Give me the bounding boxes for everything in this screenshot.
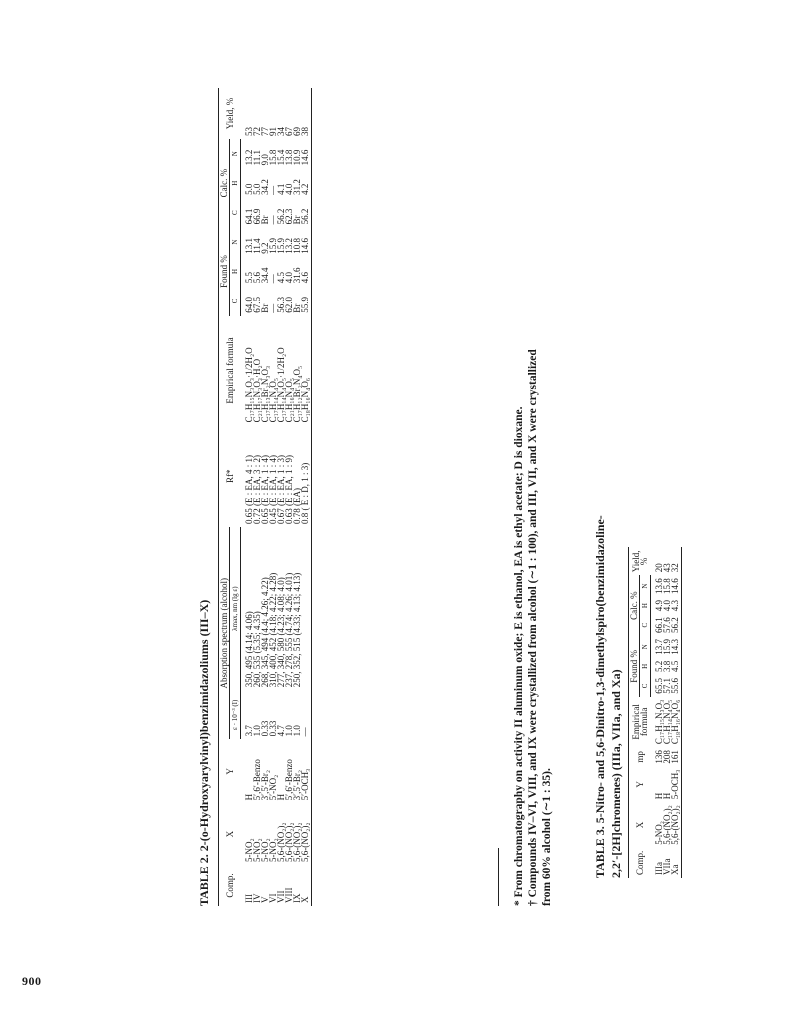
t2-cell-found-c: 55.9 [301, 286, 312, 315]
t2-cell-formula: C₁₇H₁₅N₃O₃·1/2H₂O [243, 347, 254, 423]
t2-cell-found-c: 56.3 [276, 296, 286, 313]
t2-cell-eps: 0.33 [260, 720, 270, 737]
t2-cell-rf: 0.67 (E : EA, 1 : 3) [276, 454, 286, 524]
t2-header-calc: Calc. % [219, 139, 230, 227]
t2-cell-found-c: 62.0 [284, 296, 294, 313]
t2-cell-found-c: Br [292, 303, 302, 313]
t2-cell-formula: C₁₇H₁₂Br₂N₄O₅ [292, 365, 302, 423]
t2-cell-calc-c: 56.2 [301, 198, 312, 227]
t2-cell-comp: VI [268, 893, 278, 903]
t3-header-x: X [629, 802, 651, 848]
t2-cell-calc-c: 56.2 [276, 208, 286, 225]
t2-cell-x: 5-NO₂ [243, 838, 254, 862]
t2-cell-rf: 0.8 ( E : D, 1 : 3) [301, 425, 312, 527]
t3-cell-mp: 161 [671, 747, 682, 767]
t2-header-y: Y [219, 739, 241, 803]
t3-cell-yield: 43 [662, 563, 672, 573]
t2-cell-calc-h: 4.1 [276, 183, 286, 195]
t2-cell-formula: C₁₈H₁₆N₄O₆ [301, 316, 312, 426]
t2-cell-yield: 53 [243, 126, 254, 136]
t3-header-found-n: N [640, 636, 651, 658]
table3 [628, 548, 682, 879]
t2-cell-calc-c: — [268, 215, 278, 225]
t2-cell-calc-n: 15.8 [268, 149, 278, 166]
t3-cell-found-c: 55.6 [671, 675, 682, 697]
t3-cell-found-h: 5.2 [654, 660, 664, 672]
t2-cell-calc-n: 14.6 [301, 139, 312, 168]
t3-header-yield: Yield, % [629, 548, 651, 576]
t2-cell-eps: 1.0 [252, 725, 262, 737]
t3-header-found-c: C [640, 675, 651, 697]
t3-cell-found-n: 14.3 [671, 636, 682, 658]
t2-cell-comp: III [243, 894, 254, 903]
t2-cell-y: 5′-NO₂ [268, 774, 278, 801]
t2-cell-found-h: 4.0 [284, 271, 294, 284]
t2-cell-eps: 1.0 [292, 725, 302, 737]
t3-cell-calc-c: 56.2 [671, 614, 682, 636]
t2-cell-yield: 69 [292, 126, 302, 136]
t3-header-found-h: H [640, 658, 651, 675]
t2-cell-x: 5-NO₂ [268, 838, 278, 862]
t3-cell-formula: C₁₇H₁₄N₄O₅ [662, 699, 672, 745]
t2-cell-calc-c: Br [292, 215, 302, 225]
t2-cell-calc-c: 64.1 [244, 208, 254, 225]
t2-cell-lambda: 310, 400, 452 (4.18; 4.22; 4.28) [268, 572, 278, 688]
t2-cell-yield: 91 [268, 126, 278, 136]
t3-cell-found-h: 3.8 [662, 660, 672, 672]
t2-header-comp: Comp. [219, 865, 241, 906]
t3-cell-calc-n: 13.6 [654, 578, 664, 594]
t2-cell-found-n: 9.2 [260, 242, 270, 254]
table-row [671, 548, 682, 879]
t3-cell-found-h: 4.5 [671, 658, 682, 675]
t3-header-calc-c: C [640, 614, 651, 636]
t2-cell-found-h: — [268, 274, 278, 284]
t2-cell-calc-n: 10.9 [292, 149, 302, 166]
page-number: 900 [22, 974, 42, 988]
t3-cell-calc-c: 57.6 [662, 617, 672, 633]
t2-cell-lambda: 237, 278, 555 (4.74; 4.26; 4.01) [284, 572, 294, 688]
t2-cell-y: 5′-OCH₃ [301, 739, 312, 803]
t2-cell-calc-n: 13.8 [284, 149, 294, 166]
t3-cell-yield: 20 [653, 563, 664, 573]
t2-cell-yield: 38 [301, 88, 312, 139]
t3-cell-formula: C₁₇H₁₅N₃O₃ [653, 699, 664, 745]
table2 [218, 88, 312, 906]
t2-cell-calc-h: 31.2 [292, 179, 302, 195]
t2-cell-rf: 0.45 (E : EA, 1 : 4) [268, 454, 278, 524]
t2-cell-eps: — [301, 690, 312, 739]
t2-cell-found-n: 15.9 [268, 238, 278, 254]
t2-cell-formula: C₁₇H₁₄N₄O₅·1/2H₂O [276, 347, 286, 423]
t2-cell-found-n: 11.4 [252, 238, 262, 254]
t3-header-calc-n: N [640, 575, 651, 597]
t3-header-calc-h: H [640, 597, 651, 614]
t3-cell-y: H [662, 792, 672, 800]
t3-cell-calc-h: 4.9 [654, 600, 664, 612]
t2-cell-calc-n: 15.4 [276, 149, 286, 166]
t2-cell-calc-h: 4.2 [301, 168, 312, 197]
t2-cell-calc-h: 5.0 [252, 183, 262, 195]
rotated-page-content [196, 86, 771, 906]
t3-cell-mp: 208 [662, 750, 672, 764]
t2-header-calc-h: H [230, 168, 241, 197]
t2-header-x: X [219, 803, 241, 865]
t2-cell-lambda: 350, 495 (4.14; 4.06) [244, 611, 254, 688]
t3-header-comp: Comp. [629, 848, 651, 878]
table2-caption: TABLE 2. 2-(o-Hydroxyarylvinyl)benzimidazoliums (III–X) [197, 599, 211, 906]
t3-header-found: Found % [629, 636, 640, 697]
t2-cell-y: 5′,6′-Benzo [284, 759, 294, 801]
t2-cell-calc-h: 5.0 [244, 183, 254, 195]
t3-cell-calc-n: 15.8 [662, 578, 672, 594]
t2-cell-eps: 1.0 [284, 725, 294, 737]
t3-cell-y: H [653, 792, 664, 800]
t2-cell-eps: 3.7 [244, 725, 254, 737]
t2-cell-comp: IV [252, 893, 262, 903]
t2-cell-found-h: 4.6 [301, 257, 312, 286]
t2-cell-found-h: 5.6 [252, 271, 262, 284]
t2-cell-x: 5,6-(NO₂)₂ [292, 822, 302, 862]
t2-cell-eps: 0.33 [268, 720, 278, 737]
t2-header-eps: ε · 10⁻³ (I) [230, 690, 241, 739]
t3-header-mp: mp [629, 747, 651, 767]
t2-header-calc-n: N [230, 139, 241, 168]
t2-cell-formula: C₂₁H₁₆N₄O₅ [284, 378, 294, 423]
t2-cell-yield: 34 [276, 126, 286, 136]
t3-header-y: Y [629, 767, 651, 803]
t2-cell-y: H [276, 793, 286, 801]
t2-cell-yield: 72 [252, 126, 262, 136]
t2-cell-found-n: 10.8 [292, 238, 302, 254]
t2-cell-found-n: 15.9 [276, 238, 286, 254]
t3-cell-formula: C₁₈H₁₆N₄O₆ [671, 697, 682, 747]
t2-cell-found-c: — [268, 303, 278, 313]
footnote-crystallization-cont: from 60% alcohol (∼1 : 35). [541, 768, 553, 906]
t2-cell-x: 5,6-(NO₂)₂ [301, 803, 312, 865]
t2-cell-calc-c: Br [260, 215, 270, 225]
t2-header-lambda: λmax, nm (lg ε) [230, 527, 241, 690]
t2-cell-found-c: 64.0 [244, 296, 254, 313]
t3-cell-yield: 32 [671, 548, 682, 576]
t3-cell-comp: Xa [671, 848, 682, 878]
t2-cell-y: H [243, 793, 254, 801]
t2-cell-calc-n: 13.2 [244, 149, 254, 166]
t2-header-absorption: Absorption spectrum (alcohol) [219, 527, 230, 739]
t3-header-calc: Calc. % [629, 575, 640, 636]
table3-caption: TABLE 3. 5-Nitro- and 5,6-Dinitro-1,3-dimethylspiro(benzimidazoline- [593, 515, 607, 878]
t2-cell-lambda: 260, 535 (5.35; 4.35) [252, 611, 262, 688]
t3-cell-found-c: 65.5 [654, 678, 664, 694]
t2-header-yield: Yield, % [219, 88, 241, 139]
t3-header-formula: Empirical formula [629, 697, 651, 747]
t2-cell-calc-c: 66.9 [252, 208, 262, 225]
t2-cell-rf: 0.65 (E : EA, 1 : 4) [260, 454, 270, 524]
t3-cell-y: 5-OCH₃ [671, 767, 682, 803]
table-row [301, 88, 312, 906]
t2-cell-formula: C₂₁H₁₇N₃O₃·H₂O [252, 358, 262, 423]
t2-cell-yield: 77 [260, 126, 270, 136]
t2-cell-y: 5′,6′-Benzo [252, 759, 262, 801]
footnote-chromatography: * From chromatography on activity II aluminum oxide; E is ethanol, EA is ethyl acetate; D is dioxane. [513, 406, 525, 906]
t3-cell-comp: IIIa [653, 862, 664, 875]
t2-cell-found-n: 13.1 [244, 238, 254, 254]
t2-cell-found-n: 13.2 [284, 238, 294, 254]
t3-cell-mp: 136 [653, 750, 664, 764]
t2-cell-lambda: 268, 345, 494 (4.4; 4.26; 4.22) [260, 577, 270, 688]
t2-cell-found-n: 14.6 [301, 227, 312, 256]
t2-header-found-n: N [230, 227, 241, 256]
t2-cell-x: 5-NO₂ [260, 838, 270, 862]
t2-cell-y: 3′,5′-Br₂ [292, 770, 302, 801]
t2-cell-comp: IX [292, 893, 302, 903]
t3-cell-found-c: 57.1 [662, 678, 672, 694]
t2-cell-lambda: 277, 340, 580 (4.23; 4.08; 4.0) [276, 577, 286, 688]
t2-cell-found-h: 5.5 [244, 271, 254, 284]
t2-cell-calc-c: 62.3 [284, 208, 294, 225]
t2-cell-found-h: 4.5 [276, 271, 286, 284]
t3-cell-comp: VIIa [662, 858, 672, 875]
t2-cell-calc-h: 4.0 [284, 183, 294, 195]
t2-cell-found-c: Br [260, 303, 270, 313]
t2-cell-formula: C₁₇H₁₃Br₂N₃O₃ [260, 365, 270, 423]
t3-cell-x: 5,6-(NO₂)₂ [662, 805, 672, 845]
table3-caption-cont: 2,2′-[2H]chromenes) (IIIa, VIIa, and Xa) [609, 669, 623, 878]
t2-cell-rf: 0.63 (E : EA, 1 : 9) [284, 454, 294, 524]
t2-cell-calc-h: 34.2 [260, 179, 270, 195]
t2-header-found-h: H [230, 257, 241, 286]
t2-cell-comp: VII [276, 890, 286, 903]
footnote-crystallization: † Compounds IV–VI, VIII, and IX were crystallized from alcohol (∼1 : 100), and III, VII, and X were crystallized [527, 349, 539, 906]
t2-cell-formula: C₁₇H₁₄N₄O₅ [268, 378, 278, 423]
t2-cell-lambda: 250, 352, 515 (4.33; 4.13; 4.13) [292, 572, 302, 688]
t2-cell-found-h: 31.6 [292, 267, 302, 284]
t3-cell-x: 5,6-(NO₂)₂ [671, 802, 682, 848]
t2-cell-rf: 0.65 (E : EA, 4 : 1) [243, 454, 254, 524]
t2-cell-comp: VIII [284, 887, 294, 903]
t2-cell-rf: 0.78 (EA) [292, 487, 302, 524]
t2-cell-x: 5-NO₂ [252, 838, 262, 862]
t2-cell-rf: 0.72 (E : EA, 3 : 2) [252, 454, 262, 524]
t2-cell-found-h: 34.4 [260, 267, 270, 284]
t2-cell-calc-h: — [268, 185, 278, 195]
t3-cell-x: 5-NO₂ [653, 821, 664, 845]
t2-cell-calc-n: 11.1 [252, 150, 262, 166]
t2-header-found-c: C [230, 286, 241, 315]
t3-cell-calc-n: 14.6 [671, 575, 682, 597]
t2-header-calc-c: C [230, 198, 241, 227]
t2-cell-yield: 67 [284, 126, 294, 136]
t3-cell-calc-h: 4.0 [662, 600, 672, 612]
t2-cell-calc-n: 9.0 [260, 154, 270, 166]
t2-cell-x: 5,6-(NO₂)₂ [276, 822, 286, 862]
t2-cell-eps: 4.7 [276, 725, 286, 737]
t3-cell-calc-h: 4.3 [671, 597, 682, 614]
t3-cell-calc-c: 66.1 [654, 617, 664, 633]
t2-header-found: Found % [219, 227, 230, 315]
t2-cell-comp: V [260, 896, 270, 903]
t2-cell-lambda [301, 527, 312, 690]
t3-cell-found-n: 15.9 [662, 639, 672, 655]
t2-header-formula: Empirical formula [219, 316, 241, 426]
t3-cell-found-n: 13.7 [654, 639, 664, 655]
t2-cell-found-c: 67.5 [252, 296, 262, 313]
t2-cell-x: 5,6-(NO₂)₂ [284, 822, 294, 862]
t2-cell-y: 3′,5′-Br₂ [260, 770, 270, 801]
t2-header-rf: Rf* [219, 425, 241, 527]
t2-cell-comp: X [301, 865, 312, 906]
footnote-divider [498, 848, 499, 906]
